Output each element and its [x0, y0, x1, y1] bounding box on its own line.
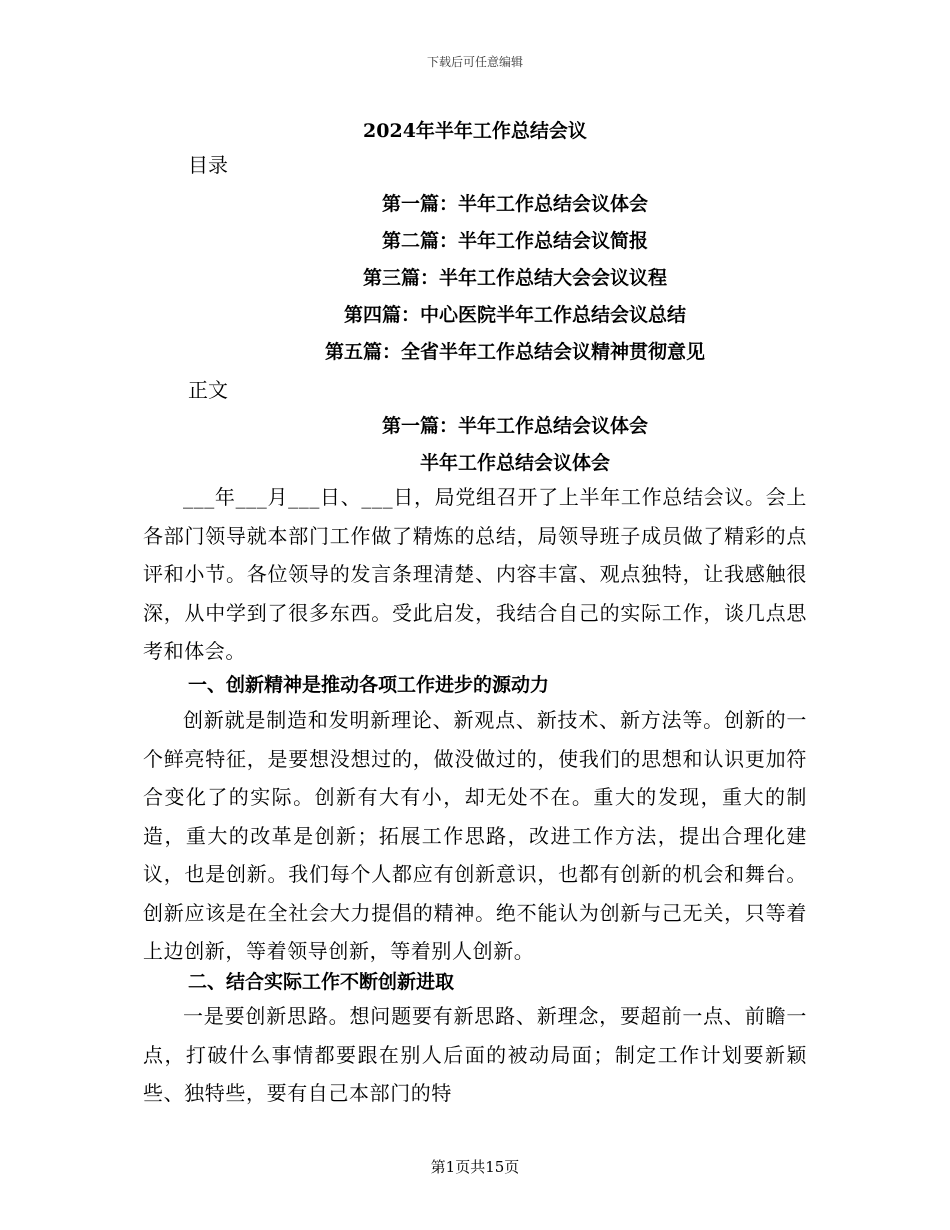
header-note: 下载后可任意编辑 — [426, 55, 523, 69]
paragraph-intro: ___年___月___日、___日，局党组召开了上半年工作总结会议。会上各部门领导就本部门工作做了精炼的总结，局领导班子成员做了精彩的点评和小节。各位领导的发言条理清楚、内容丰富、观点独特，让我感触很深，从中学到了很多东西。受此启发，我结合自己的实际工作，谈几点思考和体会。 — [143, 485, 807, 663]
toc-item-3: 第三篇：半年工作总结大会会议议程 — [362, 267, 667, 289]
document-title: 2024年半年工作总结会议 — [363, 120, 587, 142]
section-title: 第一篇：半年工作总结会议体会 — [381, 415, 648, 437]
toc-item-1: 第一篇：半年工作总结会议体会 — [381, 193, 648, 215]
heading-1: 一、创新精神是推动各项工作进步的源动力 — [188, 674, 550, 696]
toc-item-4: 第四篇：中心医院半年工作总结会议总结 — [343, 304, 686, 326]
section-subtitle: 半年工作总结会议体会 — [419, 452, 610, 474]
paragraph-innovation: 创新就是制造和发明新理论、新观点、新技术、新方法等。创新的一个鲜亮特征，是要想没想过的，做没做过的，使我们的思想和认识更加符合变化了的实际。创新有大有小，却无处不在。重大的发现，重大的制造，重大的改革是创新；拓展工作思路，改进工作方法，提出合理化建议，也是创新。我们每个人都应有创新意识，也都有创新的机会和舞台。创新应该是在全社会大力提倡的精神。绝不能认为创新与己无关，只等着上边创新，等着领导创新，等着别人创新。 — [143, 708, 807, 963]
toc-item-2: 第二篇：半年工作总结会议简报 — [381, 230, 648, 252]
toc-label: 目录 — [188, 153, 228, 177]
page-footer: 第1页共15页 — [430, 1158, 520, 1176]
paragraph-ideas: 一是要创新思路。想问题要有新思路、新理念，要超前一点、前瞻一点，打破什么事情都要跟在别人后面的被动局面；制定工作计划要新颖些、独特些，要有自己本部门的特 — [143, 1004, 807, 1105]
toc-item-5: 第五篇：全省半年工作总结会议精神贯彻意见 — [324, 341, 705, 363]
body-label: 正文 — [188, 378, 228, 402]
heading-2: 二、结合实际工作不断创新进取 — [188, 971, 455, 993]
